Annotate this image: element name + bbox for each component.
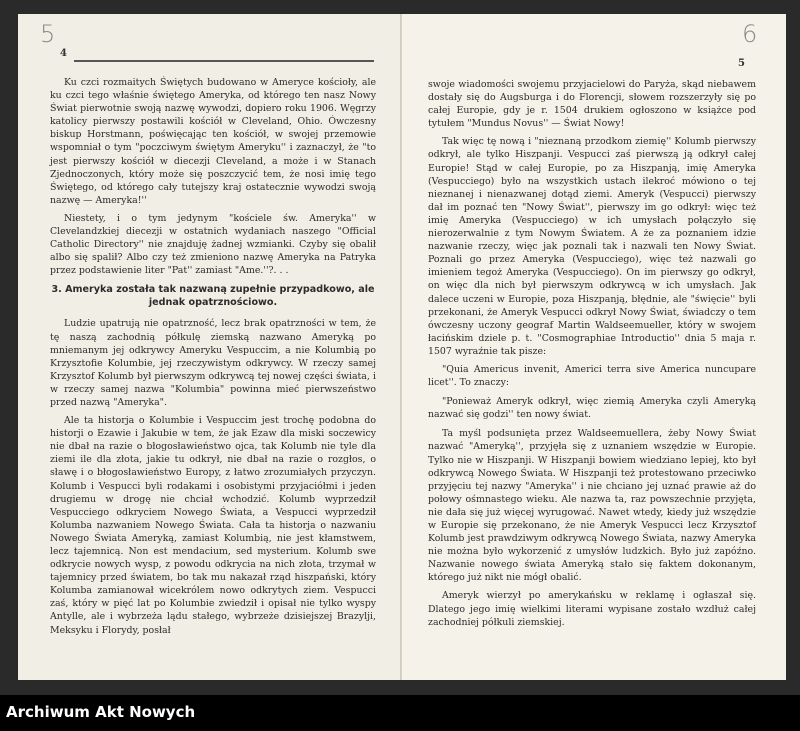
right-page-text: [428, 78, 756, 634]
paragraph: Ta myśl podsunięta przez Waldseemuellera, żeby Nowy Świat nazwać "Ameryką'', przyjęła się z uznaniem wszędzie w Europie. Tylko nie w Hiszpanji. W Hiszpanji bowiem wiedziano lepiej, kto był odkrywcą Nowego Świata. W Hiszpanji też protestowano przeciwko przyjęciu tej nazwy "Ameryka'' i nie chciano jej uznać prawie aż do połowy ośmnastego wieku. Ale nazwa ta, raz powszechnie przyjęta, nie dała się już więcej wyrugować. Nawet wtedy, kiedy już wszędzie w Europie się przekonano, że nie Ameryk Vespucci lecz Krzysztof Kolumb jest prawdziwym odkrywcą Nowego Świata, nazwy Ameryka nie można było wykorzenić z umysłów ludzkich. Było już zapóźno. Nazwanie nowego świata Ameryką stało się faktem dokonanym, którego już nikt nie mógł obalić.: [428, 428, 756, 584]
archive-footer: [0, 695, 800, 731]
paragraph: Niestety, i o tym jedynym "kościele św. Ameryka'' w Clevelandzkiej diecezji w ostatnich wydaniach naszego "Official Catholic Directory'' nie znajduję żadnej wzmianki. Czyby się obalił albo się spalił? Albo czy też zmieniono nazwę Ameryka na Patryka przez podstawienie liter "Pat'' zamiast "Ame.''?. . .: [50, 212, 376, 277]
header-rule: [74, 60, 374, 62]
paragraph: swoje wiadomości swojemu przyjacielowi do Paryża, skąd niebawem dostały się do Augsburga i do Florencji, słowem rozszerzyły się po całej Europie, gdy je r. 1504 drukiem ogłoszono w książce pod tytułem "Mundus Novus'' — Świat Nowy!: [428, 79, 756, 130]
paragraph: Ludzie upatrują nie opatrzność, lecz brak opatrzności w tem, że tę naszą zachodnią półkulę ziemską nazwano Ameryką po mniemanym jej odkrywcy Ameryku Vespuccim, a nie Kolumbią po Krzysztofie Kolumbie, jej rzeczywistym odkrywcy. W rzeczy samej Krzysztof Kolumb był pierwszym odkrywcą tej nowej części świata, i w rzeczy samej nazwa "Kolumbia" powinna mieć pierwszeństwo przed nazwą "Ameryka".: [50, 318, 376, 408]
page-number: 5: [738, 58, 745, 69]
paragraph: Ku czci rozmaitych Świętych budowano w Ameryce kościoły, ale ku czci tego właśnie świętego Ameryka, od którego ten nasz Nowy Świat pierwotnie swoją nazwę wywodzi, dopiero roku 1906. Węgrzy katolicy pierwszy postawili kościół w Cleveland, Ohio. Ówczesny biskup Horstmann, poświęcając ten kościół, w swojej przemowie wspomniał o tym "poczciwym świętym Ameryku'' i zaznaczył, że "to jest pierwszy kościół w diecezji Cleveland, a może i w Stanach Zjednoczonych, który może się poszczycić tem, że nosi imię tego Świętego, od którego cały tutejszy kraj ostatecznie wywodzi swoją nazwę — Ameryka!'': [50, 77, 376, 206]
paragraph: Ale ta historja o Kolumbie i Vespuccim jest trochę podobna do historji o Ezawie i Jakubie w tem, że jak Ezaw dla miski soczewicy nie dbał na razie o błogosławieństwo ojca, tak Kolumb nie tyle dla ziemi ile dla złota, jakie tu odkrył, nie dbał na razie o rozgłos, o sławę i o błogosławieństwo Europy, z łatwo zrozumiałych przyczyn. Kolumb i Vespucci byli rodakami i osobistymi przyjaciółmi i jeden drugiemu w drogę nie chciał wchodzić. Kolumb wyprzedził Vespucciego odkryciem Nowego Świata, a Vespucci wyprzedził Kolumba nazwaniem Nowego Świata. Cała ta historja o nazwaniu Nowego Świata Ameryką, zamiast Kolumbią, nie jest kłamstwem, lecz tajemnicą. Non est mendacium, sed mysterium. Kolumb swe odkrycie nowych wysp, z powodu odkrycia na nich złota, trzymał w tajemnicy przed światem, bo tak mu nakazał rząd hiszpański, który Kolumba zamianował wicekrólem nowo odkrytych ziem. Vespucci zaś, który w pięć lat po Kolumbie zwiedził i opisał nie tylko wyspy Antylle, ale i wybrzeża lądu stałego, wybrzeże dzisiejszej Brazylji, Meksyku i Florydy, posłał: [50, 415, 376, 636]
paragraph: Ameryk wierzył po amerykańsku w reklamę i ogłaszał się. Dlatego jego imię wielkimi literami wypisane zostało wzdłuż całej zachodniej półkuli ziemskiej.: [428, 590, 756, 628]
page-number: 4: [60, 48, 67, 59]
archive-name: Archiwum Akt Nowych: [6, 703, 196, 721]
left-page: [18, 14, 402, 680]
paragraph: Tak więc tę nową i "nieznaną przodkom ziemię'' Kolumb pierwszy odkrył, ale tylko Hiszpanji. Vespucci zaś pierwszą ją odkrył całej Europie! Stąd w całej Europie, po za Hiszpanją, imię Ameryka (Vespucciego) było na wszystkich ustach ilekroć mówiono o tej nieznanej i nienazwanej dotąd ziemi. Ameryk (Vespucci) pierwszy dał im poznać ten "Nowy Świat'', pierwszy im go odkrył: więc też imię Ameryka (Vespucciego) w ich umysłach połączyło się nierozerwalnie z tym Nowym Światem. A że za poznaniem idzie nazwanie rzeczy, więc jak poznali tak i nazwali ten Nowy Świat. Poznali go przez Ameryka (Vespucciego), więc też nazwali go imieniem tegoż Ameryka (Vespucciego). On im pierwszy go odkrył, on więc dla nich był pierwszym odkrywcą w ich umysłach. Jak dalece uczeni w Europie, poza Hiszpanją, błędnie, ale "święcie'' byli przekonani, że Ameryk Vespucci odkrył Nowy Świat, świadczy o tem ówczesny uczony geograf Martin Waldseemueller, który w swojem łacińskim dziele p. t. "Cosmographiae Introductio'' dnia 5 maja r. 1507 wyraźnie tak pisze:: [428, 136, 756, 357]
left-page-text: [50, 76, 376, 642]
latin-quote: "Quia Americus invenit, Americi terra sive America nuncupare licet''. To znaczy:: [428, 363, 756, 389]
handwritten-page-number: 6: [742, 20, 758, 48]
section-heading: 3. Ameryka została tak nazwaną zupełnie przypadkowo, ale jednak opatrznościowo.: [51, 284, 375, 309]
handwritten-page-number: 5: [40, 20, 56, 48]
right-page: [402, 14, 786, 680]
translated-quote: "Ponieważ Ameryk odkrył, więc ziemią Ameryka czyli Ameryką nazwać się godzi'' ten nowy świat.: [428, 396, 756, 421]
